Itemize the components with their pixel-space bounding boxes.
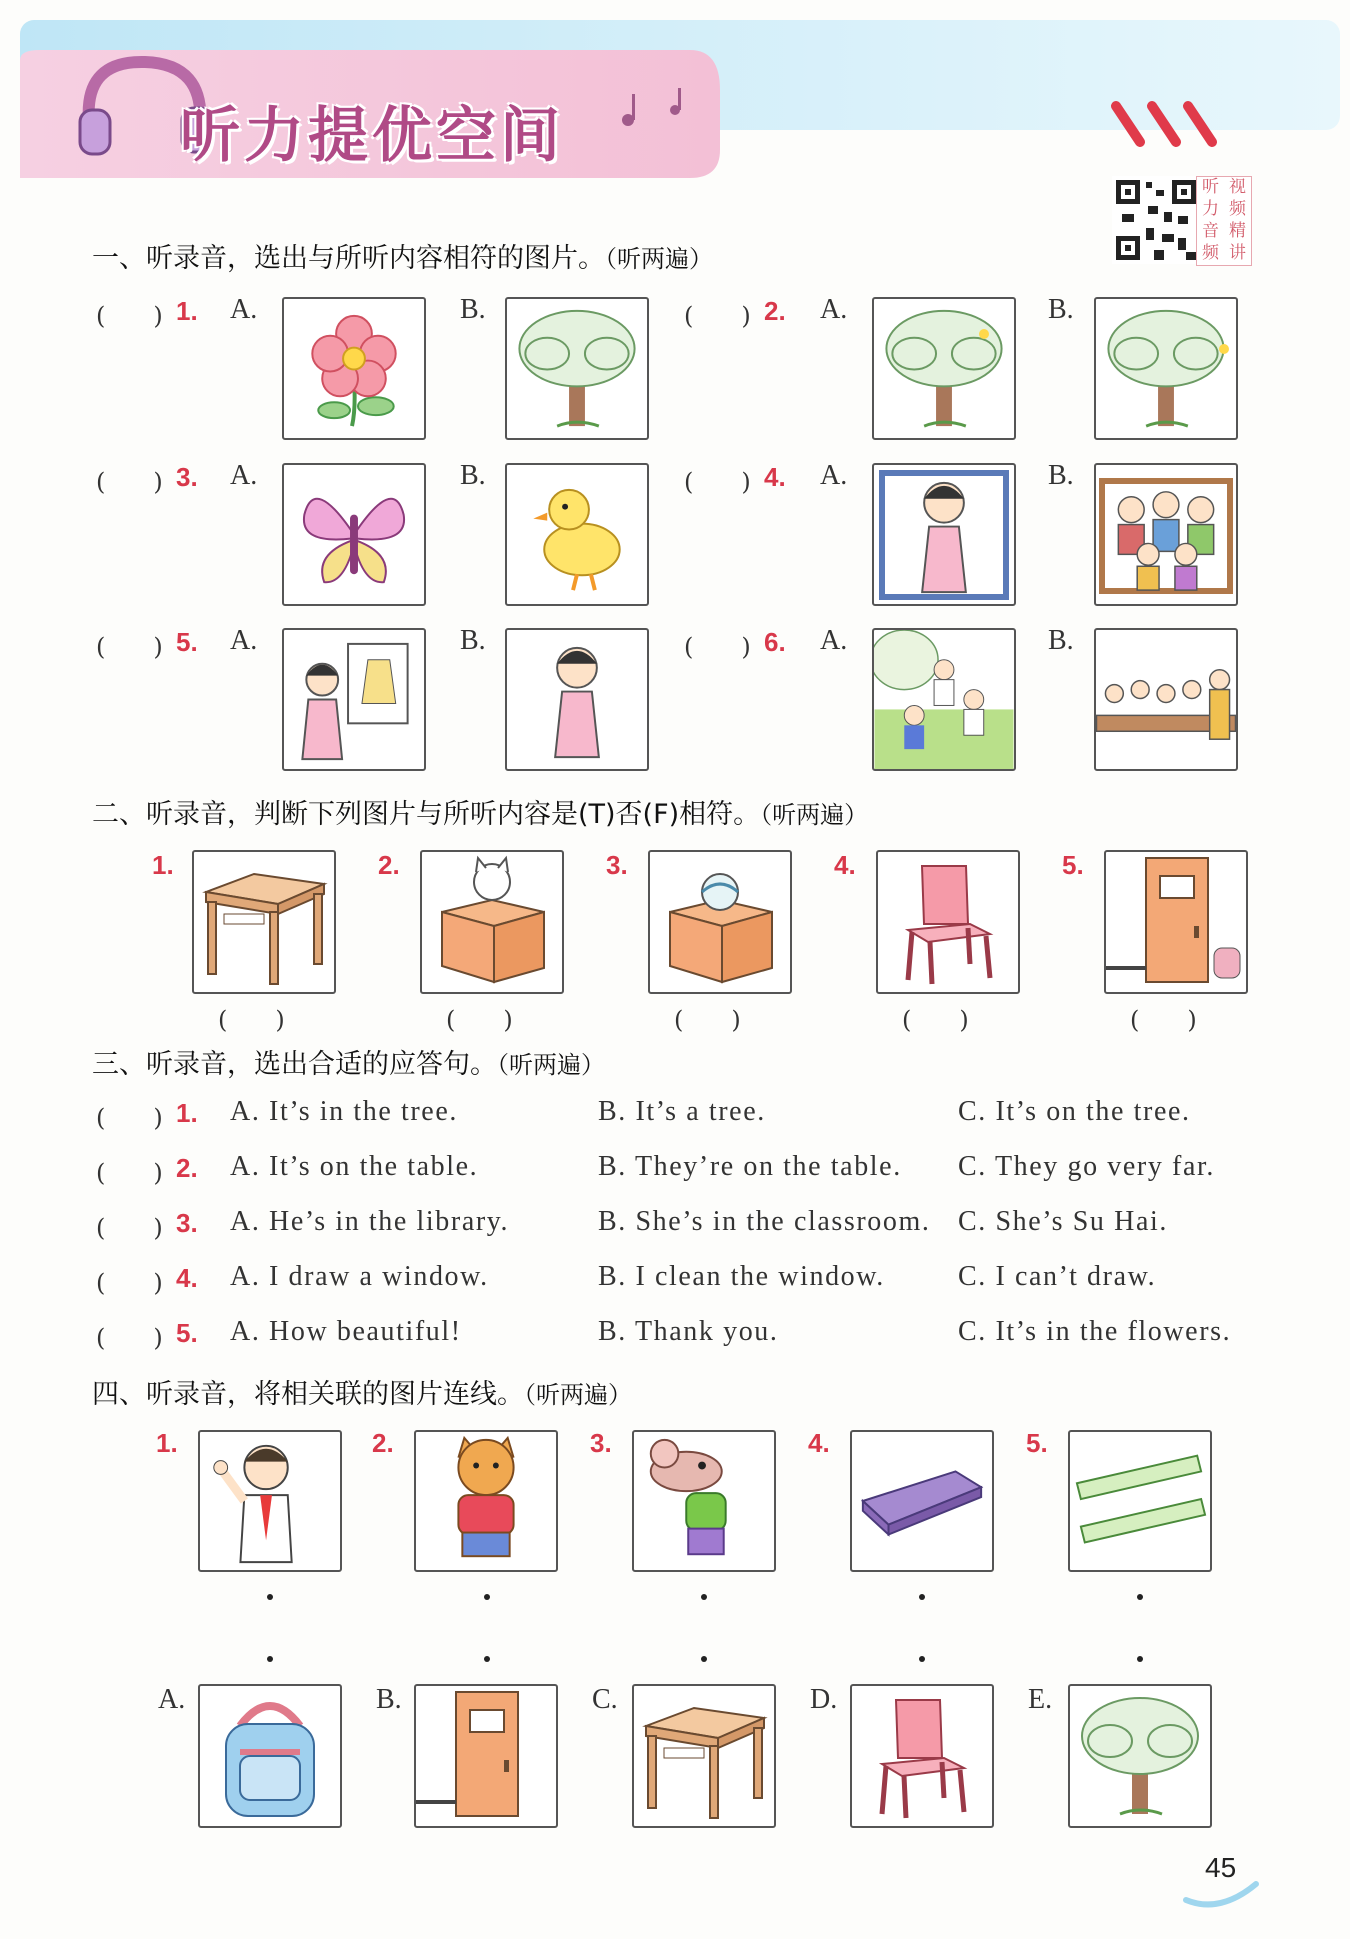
choice-c[interactable]: C. It’s in the flowers. bbox=[958, 1316, 1232, 1347]
picture-tree-with-bird[interactable] bbox=[872, 297, 1016, 440]
section1-note: （听两遍） bbox=[605, 245, 713, 273]
connect-dot[interactable] bbox=[484, 1594, 490, 1600]
question-number: 3. bbox=[176, 462, 198, 492]
picture-door-schoolbag[interactable] bbox=[1104, 850, 1248, 994]
choice-c[interactable]: C. It’s on the tree. bbox=[958, 1096, 1191, 1127]
picture-tree[interactable] bbox=[505, 297, 649, 440]
section3-heading bbox=[92, 1042, 605, 1081]
section3-note: （听两遍） bbox=[497, 1051, 605, 1079]
question-number: 2. bbox=[176, 1153, 198, 1183]
option-label: C. bbox=[592, 1684, 618, 1715]
connect-dot[interactable] bbox=[267, 1656, 273, 1662]
option-b-label: B. bbox=[1048, 625, 1074, 656]
connect-dot[interactable] bbox=[267, 1594, 273, 1600]
picture-family-photo[interactable] bbox=[1094, 463, 1238, 606]
answer-blank[interactable]: ( ) bbox=[446, 1006, 513, 1034]
answer-blank[interactable]: ( ) bbox=[684, 633, 751, 661]
answer-blank[interactable]: ( ) bbox=[674, 1006, 741, 1034]
picture-cat-waving[interactable] bbox=[414, 1430, 558, 1572]
picture-chair[interactable] bbox=[850, 1684, 994, 1828]
choice-a[interactable]: A. I draw a window. bbox=[230, 1261, 489, 1292]
question-number: 2. bbox=[378, 850, 400, 880]
connect-dot[interactable] bbox=[1137, 1656, 1143, 1662]
choice-c[interactable]: C. They go very far. bbox=[958, 1151, 1215, 1182]
qr-label bbox=[1196, 176, 1252, 266]
option-b-label: B. bbox=[460, 294, 486, 325]
choice-c[interactable]: C. She’s Su Hai. bbox=[958, 1206, 1168, 1237]
option-a-label: A. bbox=[230, 625, 258, 656]
picture-door[interactable] bbox=[414, 1684, 558, 1828]
choice-a[interactable]: A. It’s on the table. bbox=[230, 1151, 479, 1182]
section4-heading bbox=[92, 1372, 632, 1411]
question-number: 5. bbox=[176, 627, 198, 657]
answer-blank[interactable]: ( ) bbox=[96, 1269, 163, 1297]
section3-heading-text: 三、听录音，选出合适的应答句。 bbox=[92, 1049, 497, 1080]
option-a-label: A. bbox=[230, 460, 258, 491]
section4-note: （听两遍） bbox=[524, 1381, 632, 1409]
section2-heading bbox=[92, 792, 868, 831]
choice-b[interactable]: B. It’s a tree. bbox=[598, 1096, 766, 1127]
qr-label-char: 视 bbox=[1229, 177, 1246, 197]
answer-blank[interactable]: ( ) bbox=[96, 1324, 163, 1352]
picture-girl-painting[interactable] bbox=[282, 628, 426, 771]
answer-blank[interactable]: ( ) bbox=[96, 468, 163, 496]
answer-blank[interactable]: ( ) bbox=[1130, 1006, 1197, 1034]
connect-dot[interactable] bbox=[919, 1656, 925, 1662]
page-number: 45 bbox=[1205, 1852, 1237, 1883]
question-number: 4. bbox=[764, 462, 786, 492]
section1-heading-text: 一、听录音，选出与所听内容相符的图片。 bbox=[92, 243, 605, 274]
question-number: 1. bbox=[176, 296, 198, 326]
question-number: 1. bbox=[156, 1428, 178, 1458]
answer-blank[interactable]: ( ) bbox=[96, 1159, 163, 1187]
question-number: 2. bbox=[372, 1428, 394, 1458]
choice-b[interactable]: B. She’s in the classroom. bbox=[598, 1206, 931, 1237]
picture-ball-on-box[interactable] bbox=[648, 850, 792, 994]
answer-blank[interactable]: ( ) bbox=[96, 1214, 163, 1242]
choice-a[interactable]: A. How beautiful! bbox=[230, 1316, 462, 1347]
picture-schoolbag[interactable] bbox=[198, 1684, 342, 1828]
picture-rulers[interactable] bbox=[1068, 1430, 1212, 1572]
section2-note: （听两遍） bbox=[760, 801, 869, 829]
page-number-swoosh bbox=[1180, 1880, 1260, 1910]
picture-girl-photo[interactable] bbox=[872, 463, 1016, 606]
option-label: B. bbox=[376, 1684, 402, 1715]
section1-heading bbox=[92, 236, 713, 275]
connect-dot[interactable] bbox=[701, 1594, 707, 1600]
connect-dot[interactable] bbox=[919, 1594, 925, 1600]
answer-blank[interactable]: ( ) bbox=[902, 1006, 969, 1034]
picture-desk[interactable] bbox=[632, 1684, 776, 1828]
connect-dot[interactable] bbox=[1137, 1594, 1143, 1600]
question-number: 3. bbox=[606, 850, 628, 880]
picture-duck[interactable] bbox=[505, 463, 649, 606]
picture-pencil-case[interactable] bbox=[850, 1430, 994, 1572]
question-number: 1. bbox=[176, 1098, 198, 1128]
picture-chair[interactable] bbox=[876, 850, 1020, 994]
question-number: 4. bbox=[176, 1263, 198, 1293]
choice-b[interactable]: B. They’re on the table. bbox=[598, 1151, 902, 1182]
question-number: 5. bbox=[1026, 1428, 1048, 1458]
answer-blank[interactable]: ( ) bbox=[684, 468, 751, 496]
question-number: 4. bbox=[834, 850, 856, 880]
picture-girl-standing[interactable] bbox=[505, 628, 649, 771]
qr-code-icon[interactable] bbox=[1112, 176, 1200, 264]
banner-title: 听力提优空间 bbox=[180, 101, 564, 171]
picture-tree-bird-flying[interactable] bbox=[1094, 297, 1238, 440]
option-a-label: A. bbox=[820, 460, 848, 491]
question-number: 3. bbox=[590, 1428, 612, 1458]
qr-label-char: 精 bbox=[1229, 221, 1246, 241]
choice-b[interactable]: B. Thank you. bbox=[598, 1316, 779, 1347]
question-number: 6. bbox=[764, 627, 786, 657]
answer-blank[interactable]: ( ) bbox=[96, 1104, 163, 1132]
answer-blank[interactable]: ( ) bbox=[96, 633, 163, 661]
picture-flower[interactable] bbox=[282, 297, 426, 440]
question-number: 5. bbox=[176, 1318, 198, 1348]
picture-children-playing[interactable] bbox=[872, 628, 1016, 771]
picture-cat-on-box[interactable] bbox=[420, 850, 564, 994]
answer-blank[interactable]: ( ) bbox=[96, 302, 163, 330]
connect-dot[interactable] bbox=[484, 1656, 490, 1662]
option-label: D. bbox=[810, 1684, 838, 1715]
option-b-label: B. bbox=[1048, 460, 1074, 491]
option-b-label: B. bbox=[460, 460, 486, 491]
answer-blank[interactable]: ( ) bbox=[218, 1006, 285, 1034]
option-a-label: A. bbox=[820, 625, 848, 656]
picture-boy-waving[interactable] bbox=[198, 1430, 342, 1572]
qr-label-char: 频 bbox=[1229, 199, 1246, 219]
option-label: E. bbox=[1028, 1684, 1053, 1715]
answer-blank[interactable]: ( ) bbox=[684, 302, 751, 330]
choice-b[interactable]: B. I clean the window. bbox=[598, 1261, 885, 1292]
picture-desk[interactable] bbox=[192, 850, 336, 994]
qr-label-char: 讲 bbox=[1229, 243, 1246, 263]
question-number: 2. bbox=[764, 296, 786, 326]
option-label: A. bbox=[158, 1684, 186, 1715]
choice-a[interactable]: A. It’s in the tree. bbox=[230, 1096, 458, 1127]
question-number: 4. bbox=[808, 1428, 830, 1458]
option-a-label: A. bbox=[820, 294, 848, 325]
question-number: 1. bbox=[152, 850, 174, 880]
section4-heading-text: 四、听录音，将相关联的图片连线。 bbox=[92, 1379, 524, 1410]
picture-classroom[interactable] bbox=[1094, 628, 1238, 771]
qr-label-char: 力 bbox=[1202, 199, 1219, 219]
stripes-decoration bbox=[1108, 100, 1228, 150]
option-b-label: B. bbox=[460, 625, 486, 656]
picture-butterfly[interactable] bbox=[282, 463, 426, 606]
question-number: 3. bbox=[176, 1208, 198, 1238]
option-b-label: B. bbox=[1048, 294, 1074, 325]
section2-heading-text: 二、听录音，判断下列图片与所听内容是(T)否(F)相符。 bbox=[92, 799, 761, 830]
qr-label-char: 频 bbox=[1202, 243, 1219, 263]
option-a-label: A. bbox=[230, 294, 258, 325]
connect-dot[interactable] bbox=[701, 1656, 707, 1662]
qr-label-char: 音 bbox=[1202, 221, 1219, 241]
picture-mouse[interactable] bbox=[632, 1430, 776, 1572]
choice-a[interactable]: A. He’s in the library. bbox=[230, 1206, 510, 1237]
qr-label-char: 听 bbox=[1202, 177, 1219, 197]
picture-tree[interactable] bbox=[1068, 1684, 1212, 1828]
choice-c[interactable]: C. I can’t draw. bbox=[958, 1261, 1157, 1292]
question-number: 5. bbox=[1062, 850, 1084, 880]
